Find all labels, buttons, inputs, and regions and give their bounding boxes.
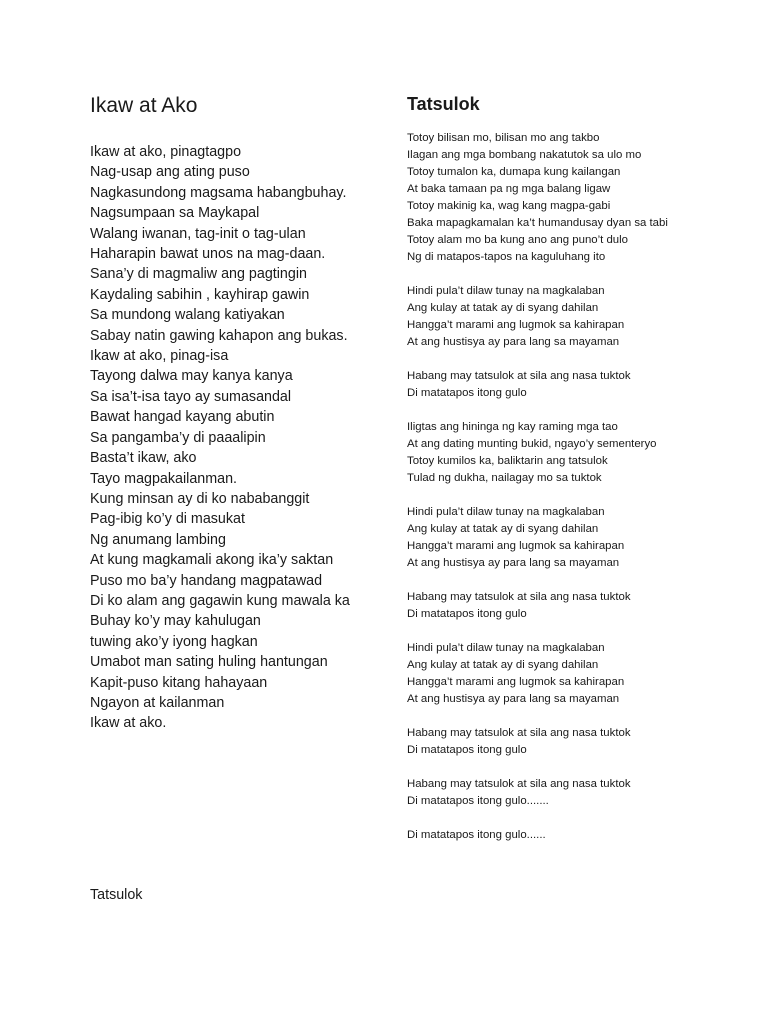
lyric-line: Di matatapos itong gulo bbox=[407, 608, 527, 620]
lyric-line: Ilagan ang mga bombang nakatutok sa ulo mo bbox=[407, 149, 642, 161]
stanza bbox=[407, 640, 682, 708]
lyric-line: At ang hustisya ay para lang sa mayaman bbox=[407, 336, 620, 348]
lyric-line: Sana’y di magmaliw ang pagtingin bbox=[90, 266, 307, 283]
lyric-line: Ng anumang lambing bbox=[90, 531, 226, 548]
lyric-line: Puso mo ba’y handang magpatawad bbox=[90, 572, 323, 589]
lyric-line: Ang kulay at tatak ay di syang dahilan bbox=[407, 523, 599, 535]
lyric-line: Kapit-puso kitang hahayaan bbox=[90, 674, 268, 691]
lyric-line: Ang kulay at tatak ay di syang dahilan bbox=[407, 302, 599, 314]
lyric-line: Ikaw at ako. bbox=[90, 715, 167, 732]
lyric-line: Di matatapos itong gulo....... bbox=[407, 795, 549, 807]
song-title-ikaw-at-ako: Ikaw at Ako bbox=[90, 94, 198, 117]
lyric-line: Totoy alam mo ba kung ano ang puno’t dulo bbox=[407, 234, 629, 246]
lyric-line: Totoy bilisan mo, bilisan mo ang takbo bbox=[407, 132, 600, 144]
lyric-line: Habang may tatsulok at sila ang nasa tuktok bbox=[407, 591, 631, 603]
lyric-line: Umabot man sating huling hantungan bbox=[90, 654, 328, 671]
lyric-line: At baka tamaan pa ng mga balang ligaw bbox=[407, 183, 611, 195]
lyric-line: Hindi pula’t dilaw tunay na magkalaban bbox=[407, 285, 605, 297]
right-column bbox=[407, 92, 682, 861]
lyric-line: Nagsumpaan sa Maykapal bbox=[90, 205, 260, 222]
lyric-line: Di matatapos itong gulo bbox=[407, 744, 527, 756]
lyric-line: Kung minsan ay di ko nababanggit bbox=[90, 490, 310, 507]
lyric-line: Walang iwanan, tag-init o tag-ulan bbox=[90, 225, 306, 242]
stanza bbox=[407, 504, 682, 572]
lyric-line: Di matatapos itong gulo...... bbox=[407, 829, 546, 841]
stanza bbox=[407, 368, 682, 402]
lyric-line: Ng di matapos-tapos na kaguluhang ito bbox=[407, 251, 606, 263]
lyric-line: Tulad ng dukha, nailagay mo sa tuktok bbox=[407, 472, 602, 484]
stanza bbox=[407, 776, 682, 810]
lyric-line: Hangga’t marami ang lugmok sa kahirapan bbox=[407, 676, 625, 688]
lyric-line: At ang dating munting bukid, ngayo’y sementeryo bbox=[407, 438, 657, 450]
stanza bbox=[407, 589, 682, 623]
lyric-line: Pag-ibig ko’y di masukat bbox=[90, 511, 245, 528]
lyric-line: Sa pangamba’y di paaalipin bbox=[90, 429, 266, 446]
lyric-line: Hangga’t marami ang lugmok sa kahirapan bbox=[407, 540, 625, 552]
left-column bbox=[90, 92, 382, 734]
stanza bbox=[407, 725, 682, 759]
stanza bbox=[407, 419, 682, 487]
lyric-line: Basta’t ikaw, ako bbox=[90, 450, 197, 467]
lyric-line: Haharapin bawat unos na mag-daan. bbox=[90, 246, 326, 263]
lyric-line: Sabay natin gawing kahapon ang bukas. bbox=[90, 327, 348, 344]
lyric-line: Sa isa’t-isa tayo ay sumasandal bbox=[90, 388, 292, 405]
lyric-line: At ang hustisya ay para lang sa mayaman bbox=[407, 693, 620, 705]
lyric-line: Hangga’t marami ang lugmok sa kahirapan bbox=[407, 319, 625, 331]
lyric-line: Habang may tatsulok at sila ang nasa tuktok bbox=[407, 778, 631, 790]
lyric-line: Buhay ko’y may kahulugan bbox=[90, 613, 261, 630]
lyric-line: Hindi pula’t dilaw tunay na magkalaban bbox=[407, 642, 605, 654]
lyric-line: Habang may tatsulok at sila ang nasa tuktok bbox=[407, 727, 631, 739]
lyric-line: Totoy kumilos ka, baliktarin ang tatsulok bbox=[407, 455, 608, 467]
lyric-line: At kung magkamali akong ika’y saktan bbox=[90, 552, 334, 569]
lyric-line: Tayo magpakailanman. bbox=[90, 470, 238, 487]
lyric-line: tuwing ako’y iyong hagkan bbox=[90, 633, 258, 650]
lyric-line: Sa mundong walang katiyakan bbox=[90, 307, 285, 324]
lyric-line: Ikaw at ako, pinag-isa bbox=[90, 348, 229, 365]
stanza bbox=[407, 827, 682, 844]
lyrics-ikaw-at-ako bbox=[90, 142, 382, 734]
lyric-line: Nagkasundong magsama habangbuhay. bbox=[90, 184, 347, 201]
lyric-line: Ngayon at kailanman bbox=[90, 694, 225, 711]
stanza bbox=[407, 283, 682, 351]
song-title-tatsulok: Tatsulok bbox=[407, 94, 480, 114]
lyric-line: Tayong dalwa may kanya kanya bbox=[90, 368, 293, 385]
lyric-line: Hindi pula’t dilaw tunay na magkalaban bbox=[407, 506, 605, 518]
lyric-line: Bawat hangad kayang abutin bbox=[90, 409, 275, 426]
lyric-line: Iligtas ang hininga ng kay raming mga tao bbox=[407, 421, 618, 433]
lyric-line: Nag-usap ang ating puso bbox=[90, 164, 250, 181]
lyric-line: Ikaw at ako, pinagtagpo bbox=[90, 144, 242, 160]
lyric-line: Baka mapagkamalan ka’t humandusay dyan sa tabi bbox=[407, 217, 668, 229]
stanza bbox=[407, 130, 682, 266]
lyric-line: Kaydaling sabihin , kayhirap gawin bbox=[90, 286, 310, 303]
lyric-line: Ang kulay at tatak ay di syang dahilan bbox=[407, 659, 599, 671]
lyric-line: Di ko alam ang gagawin kung mawala ka bbox=[90, 592, 350, 609]
lyrics-tatsulok bbox=[407, 130, 682, 844]
lyric-line: Di matatapos itong gulo bbox=[407, 387, 527, 399]
lyric-line: Habang may tatsulok at sila ang nasa tuktok bbox=[407, 370, 631, 382]
lyric-line: At ang hustisya ay para lang sa mayaman bbox=[407, 557, 620, 569]
lyric-line: Totoy tumalon ka, dumapa kung kailangan bbox=[407, 166, 621, 178]
next-song-title: Tatsulok bbox=[90, 887, 143, 903]
lyric-line: Totoy makinig ka, wag kang magpa-gabi bbox=[407, 200, 611, 212]
